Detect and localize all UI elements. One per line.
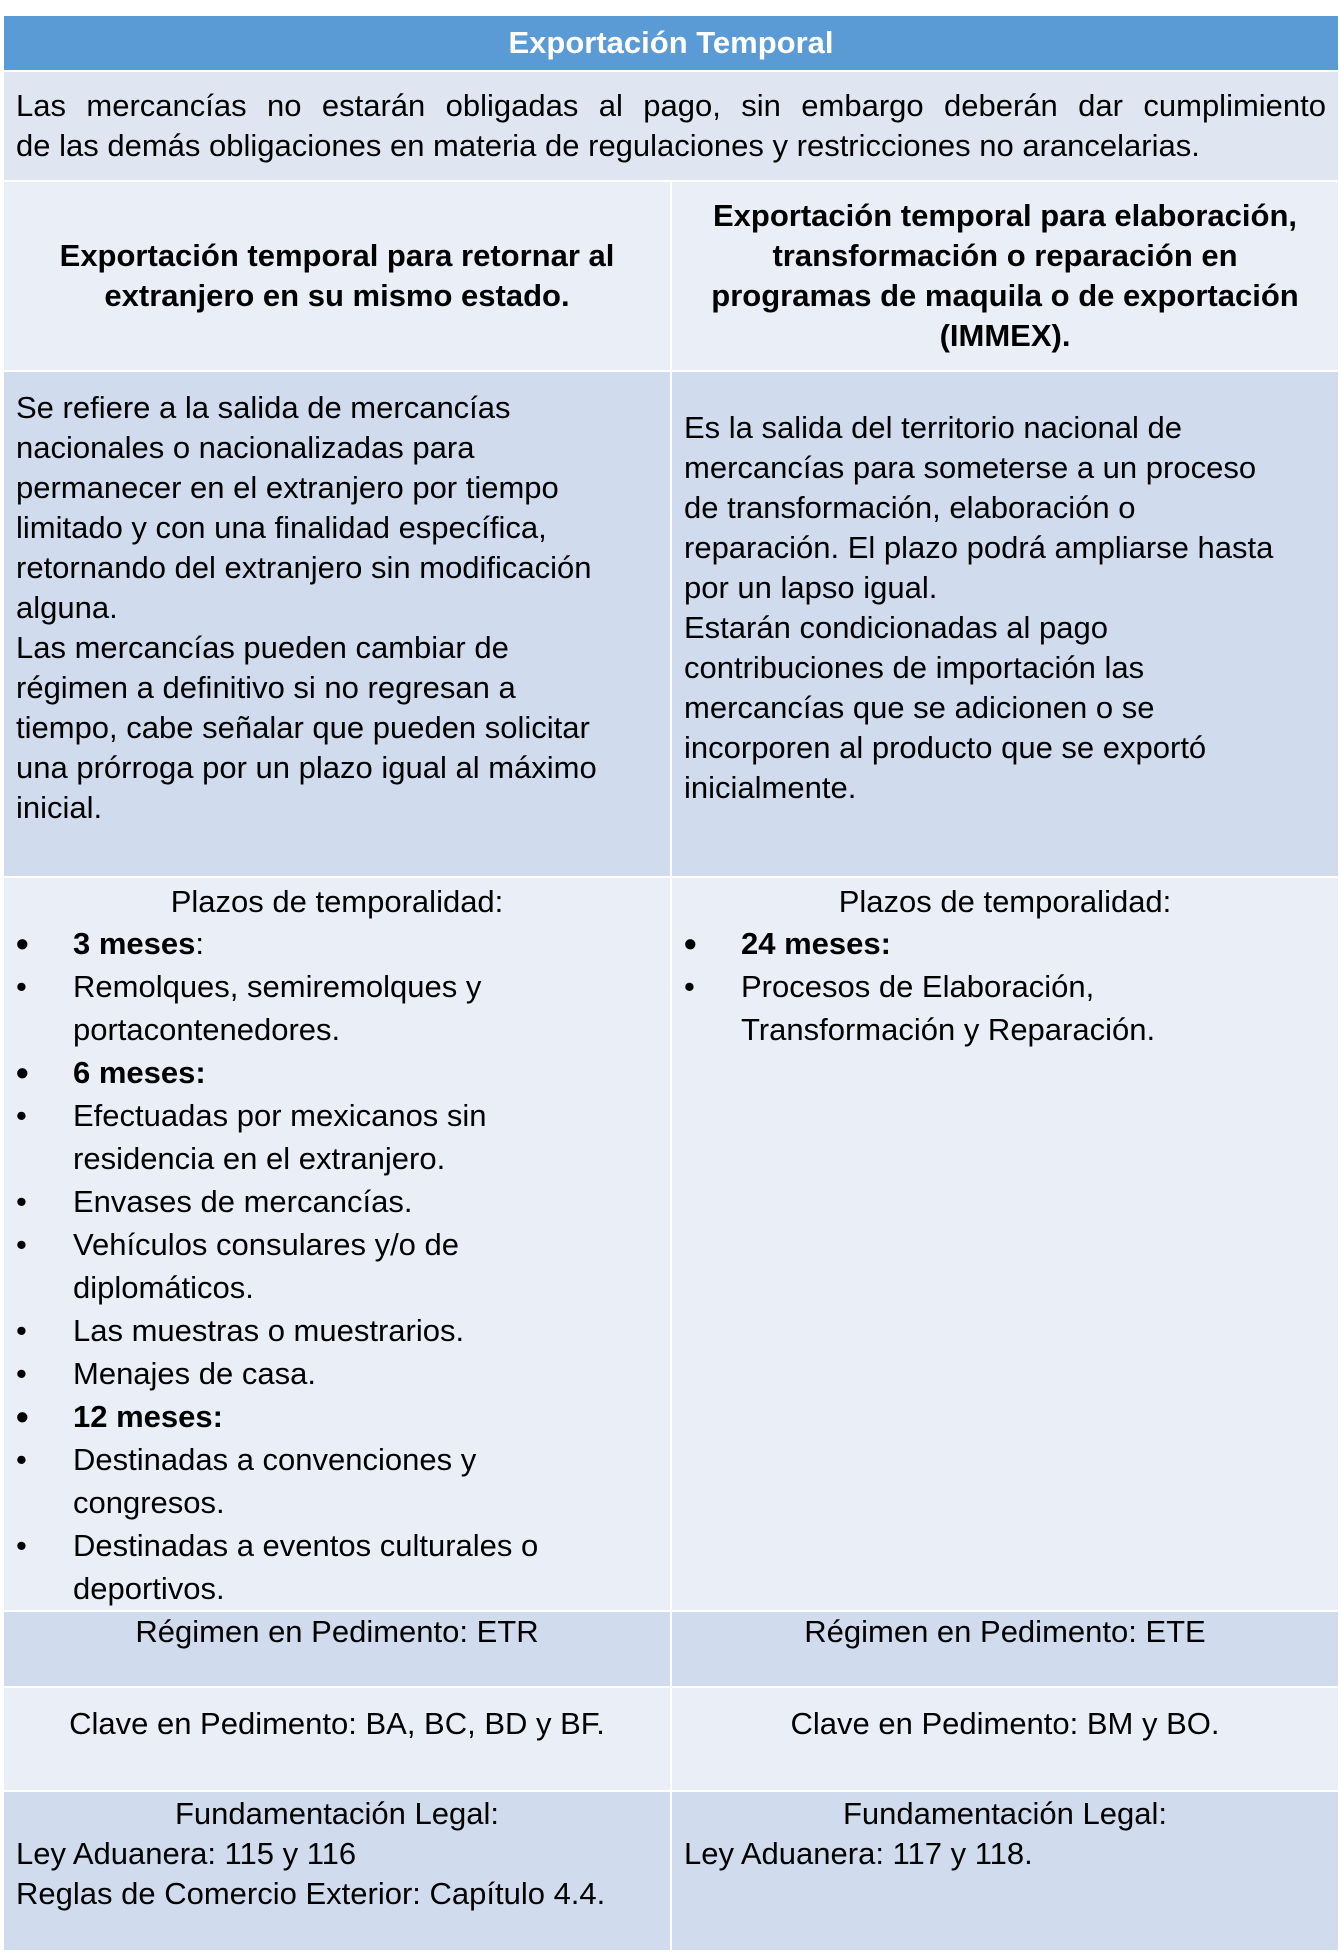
legal-immex: [671, 1791, 1339, 1951]
heading-line: Exportación temporal para retornar al: [59, 238, 615, 273]
description-line: Estarán condicionadas al pago: [684, 610, 1108, 645]
bullet-icon: •: [16, 1396, 29, 1437]
regimen-immex: Régimen en Pedimento: ETE: [671, 1611, 1339, 1687]
description-line: permanecer en el extranjero por tiempo: [16, 470, 559, 505]
plazo-text: Procesos de Elaboración,: [741, 969, 1095, 1004]
description-line: contribuciones de importación las: [684, 650, 1145, 685]
plazo-list-item: [16, 1352, 658, 1395]
plazos-label: Plazos de temporalidad:: [170, 884, 504, 919]
description-line: mercancías que se adicionen o se: [684, 690, 1155, 725]
plazo-text: Transformación y Reparación.: [741, 1012, 1156, 1047]
bullet-icon: •: [16, 1356, 27, 1391]
bullet-icon: •: [16, 1184, 27, 1219]
plazos-retorno: [3, 877, 671, 1611]
plazo-list-item: [16, 965, 658, 1051]
plazo-text: Envases de mercancías.: [73, 1184, 413, 1219]
intro-line-1: Las mercancías no estarán obligadas al pago, sin embargo deberán dar cumplimiento: [16, 88, 1326, 123]
plazo-text: Destinadas a eventos culturales o: [73, 1528, 539, 1563]
column-heading-immex: [671, 181, 1339, 371]
plazo-text: 12 meses:: [73, 1399, 223, 1434]
bullet-icon: •: [16, 1052, 29, 1093]
plazo-list-item: [16, 1438, 658, 1524]
plazo-suffix: :: [195, 926, 205, 961]
plazo-text: Remolques, semiremolques y: [73, 969, 482, 1004]
plazo-text: Destinadas a convenciones y: [73, 1442, 477, 1477]
intro-text: [3, 71, 1339, 181]
plazo-text: deportivos.: [73, 1571, 225, 1606]
heading-line: transformación o reparación en: [772, 238, 1238, 273]
clave-immex: Clave en Pedimento: BM y BO.: [671, 1687, 1339, 1791]
description-retorno: [3, 371, 671, 877]
plazo-text: 6 meses:: [73, 1055, 206, 1090]
bullet-icon: •: [16, 1098, 27, 1133]
heading-line: extranjero en su mismo estado.: [104, 278, 570, 313]
bullet-icon: •: [684, 923, 697, 964]
description-line: tiempo, cabe señalar que pueden solicitar: [16, 710, 590, 745]
legal-label: Fundamentación Legal:: [842, 1796, 1167, 1831]
bullet-icon: •: [16, 1313, 27, 1348]
document-table-wrapper: [2, 14, 1338, 1952]
bullet-icon: •: [16, 1227, 27, 1262]
bullet-icon: •: [16, 1442, 27, 1477]
bullet-icon: •: [16, 923, 29, 964]
column-heading-retorno: [3, 181, 671, 371]
plazo-group-item: [684, 922, 1326, 965]
plazo-text: 24 meses:: [741, 926, 891, 961]
bullet-icon: •: [684, 969, 695, 1004]
table-title: Exportación Temporal: [3, 15, 1339, 71]
plazo-text: diplomáticos.: [73, 1270, 254, 1305]
plazo-list-item: [16, 1180, 658, 1223]
plazos-label: Plazos de temporalidad:: [838, 884, 1172, 919]
description-line: inicial.: [16, 790, 103, 825]
intro-line-2: de las demás obligaciones en materia de regulaciones y restricciones no arancelarias.: [16, 128, 1200, 163]
heading-line: (IMMEX).: [939, 318, 1071, 353]
description-immex: [671, 371, 1339, 877]
plazo-list-item: [684, 965, 1326, 1051]
plazo-text: Menajes de casa.: [73, 1356, 316, 1391]
exportacion-temporal-table: [2, 14, 1339, 1952]
regimen-retorno: Régimen en Pedimento: ETR: [3, 1611, 671, 1687]
plazo-text: portacontenedores.: [73, 1012, 341, 1047]
plazo-group-item: [16, 1395, 658, 1438]
heading-line: programas de maquila o de exportación: [711, 278, 1299, 313]
plazos-immex: [671, 877, 1339, 1611]
plazo-group-item: [16, 1051, 658, 1094]
description-line: inicialmente.: [684, 770, 857, 805]
bullet-icon: •: [16, 969, 27, 1004]
clave-retorno: Clave en Pedimento: BA, BC, BD y BF.: [3, 1687, 671, 1791]
plazo-text: 3 meses: [73, 926, 196, 961]
plazo-text: residencia en el extranjero.: [73, 1141, 446, 1176]
plazo-group-item: [16, 922, 658, 965]
legal-label: Fundamentación Legal:: [174, 1796, 499, 1831]
plazo-text: Vehículos consulares y/o de: [73, 1227, 460, 1262]
legal-line: Reglas de Comercio Exterior: Capítulo 4.4.: [16, 1876, 606, 1911]
plazo-list-item: [16, 1309, 658, 1352]
plazos-list-retorno: [16, 922, 658, 1610]
plazo-list-item: [16, 1524, 658, 1610]
description-line: mercancías para someterse a un proceso: [684, 450, 1257, 485]
plazo-text: Las muestras o muestrarios.: [73, 1313, 465, 1348]
legal-line: Ley Aduanera: 117 y 118.: [684, 1836, 1033, 1871]
description-line: limitado y con una finalidad específica,: [16, 510, 547, 545]
description-line: una prórroga por un plazo igual al máximo: [16, 750, 597, 785]
description-line: retornando del extranjero sin modificación: [16, 550, 592, 585]
plazos-list-immex: [684, 922, 1326, 1051]
plazo-text: congresos.: [73, 1485, 225, 1520]
legal-retorno: [3, 1791, 671, 1951]
description-line: de transformación, elaboración o: [684, 490, 1136, 525]
description-line: nacionales o nacionalizadas para: [16, 430, 475, 465]
description-line: alguna.: [16, 590, 118, 625]
description-line: Las mercancías pueden cambiar de: [16, 630, 509, 665]
plazo-list-item: [16, 1223, 658, 1309]
description-line: incorporen al producto que se exportó: [684, 730, 1207, 765]
legal-line: Ley Aduanera: 115 y 116: [16, 1836, 357, 1871]
plazo-text: Efectuadas por mexicanos sin: [73, 1098, 487, 1133]
description-line: por un lapso igual.: [684, 570, 938, 605]
heading-line: Exportación temporal para elaboración,: [713, 198, 1297, 233]
description-line: Es la salida del territorio nacional de: [684, 410, 1182, 445]
description-line: reparación. El plazo podrá ampliarse hasta: [684, 530, 1274, 565]
plazo-list-item: [16, 1094, 658, 1180]
description-line: Se refiere a la salida de mercancías: [16, 390, 511, 425]
description-line: régimen a definitivo si no regresan a: [16, 670, 516, 705]
bullet-icon: •: [16, 1528, 27, 1563]
